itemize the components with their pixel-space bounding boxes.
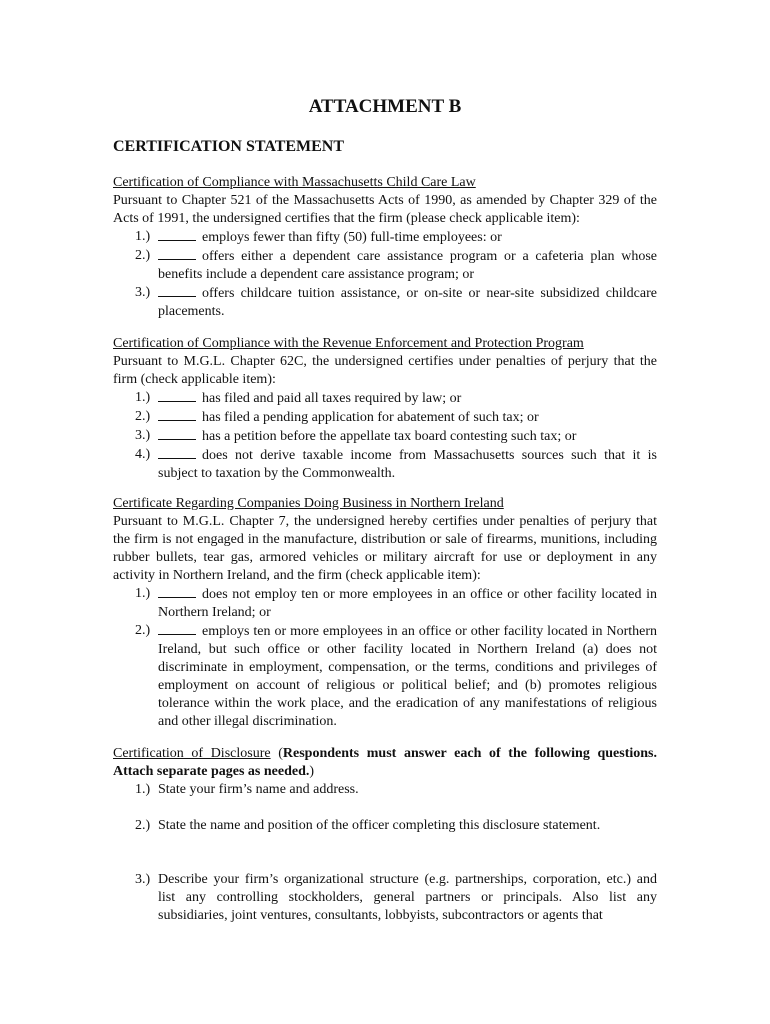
check-blank[interactable] [158, 408, 196, 421]
section-heading-line [113, 745, 657, 781]
list-item [113, 446, 657, 483]
page-subtitle: CERTIFICATION STATEMENT [113, 138, 345, 155]
item-text: State the name and position of the officer completing this disclosure statement. [158, 818, 601, 833]
check-blank[interactable] [158, 446, 196, 459]
paren-open: ( [270, 746, 283, 761]
item-number: 1.) [135, 782, 151, 797]
section-child-care [113, 174, 657, 321]
item-number: 2.) [135, 818, 151, 833]
list-item [113, 247, 657, 284]
section-intro: Pursuant to M.G.L. Chapter 7, the undersigned hereby certifies under penalties of perjury that the firm is not engaged in the manufacture, distribution or sale of firearms, munitions, including rubber bullets, tear gas, armored vehicles or military aircraft for use or deployment in any activity in Northern Ireland, and the firm (check applicable item): [113, 514, 657, 583]
section-revenue-enforcement [113, 335, 657, 483]
item-text: does not derive taxable income from Massachusetts sources such that it is subject to taxation by the Commonwealth. [158, 448, 657, 481]
section-heading: Certification of Compliance with the Revenue Enforcement and Protection Program [113, 336, 584, 351]
item-number: 1.) [135, 390, 151, 405]
section-northern-ireland [113, 495, 657, 731]
section-intro: Pursuant to Chapter 521 of the Massachusetts Acts of 1990, as amended by Chapter 329 of the Acts of 1991, the undersigned certifies that the firm (please check applicable item): [113, 193, 657, 226]
item-number: 2.) [135, 409, 151, 424]
spacer [113, 799, 657, 817]
list-item [113, 622, 657, 731]
item-text: has filed and paid all taxes required by law; or [202, 391, 462, 406]
item-text: State your firm’s name and address. [158, 782, 359, 797]
list-item [113, 228, 657, 247]
section-heading: Certification of Disclosure [113, 746, 271, 761]
check-blank[interactable] [158, 228, 196, 241]
paren-close: ) [309, 764, 315, 779]
section-intro: Pursuant to M.G.L. Chapter 62C, the undersigned certifies under penalties of perjury that the firm (check applicable item): [113, 354, 657, 387]
item-text: has filed a pending application for abatement of such tax; or [202, 410, 539, 425]
item-text: offers either a dependent care assistance program or a cafeteria plan whose benefits include a dependent care assistance program; or [158, 249, 657, 282]
item-number: 2.) [135, 248, 151, 263]
list-item [113, 427, 657, 446]
section-heading: Certificate Regarding Companies Doing Business in Northern Ireland [113, 496, 504, 511]
list-item [113, 408, 657, 427]
list-item [113, 585, 657, 622]
check-blank[interactable] [158, 622, 196, 635]
item-text: employs ten or more employees in an office or other facility located in Northern Ireland, but such office or other facility located in Northern Ireland (a) does not discriminate in employment, compensation, or the terms, conditions and privileges of employment on account of religious or political belief; and (b) promotes religious tolerance within the work place, and the eradication of any manifestations of religious and other illegal discrimination. [158, 624, 657, 729]
item-text: employs fewer than fifty (50) full-time employees: or [202, 230, 502, 245]
check-blank[interactable] [158, 585, 196, 598]
page-title: ATTACHMENT B [308, 96, 462, 117]
item-number: 3.) [135, 872, 151, 887]
item-number: 4.) [135, 447, 151, 462]
bold-note: Respondents must answer each of the following questions. Attach separate pages as needed. [113, 746, 657, 779]
item-text: offers childcare tuition assistance, or on-site or near-site subsidized childcare placements. [158, 286, 657, 319]
check-blank[interactable] [158, 389, 196, 402]
item-number: 1.) [135, 586, 151, 601]
item-number: 2.) [135, 623, 151, 638]
spacer [113, 835, 657, 853]
list-item [113, 284, 657, 321]
list-item [113, 817, 657, 835]
item-text: has a petition before the appellate tax board contesting such tax; or [202, 429, 577, 444]
item-text: Describe your firm’s organizational structure (e.g. partnerships, corporation, etc.) and list any controlling stockholders, general partners or principals. Also list any subsidiaries, joint ventures, consultants, lobbyists, subcontractors or agents that [158, 872, 657, 923]
check-blank[interactable] [158, 427, 196, 440]
item-number: 3.) [135, 285, 151, 300]
list-item [113, 871, 657, 925]
section-disclosure [113, 745, 657, 925]
list-item [113, 781, 657, 799]
item-number: 3.) [135, 428, 151, 443]
list-item [113, 389, 657, 408]
item-number: 1.) [135, 229, 151, 244]
item-text: does not employ ten or more employees in an office or other facility located in Northern Ireland; or [158, 587, 657, 620]
check-blank[interactable] [158, 247, 196, 260]
check-blank[interactable] [158, 284, 196, 297]
spacer [113, 853, 657, 871]
section-heading: Certification of Compliance with Massachusetts Child Care Law [113, 175, 476, 190]
